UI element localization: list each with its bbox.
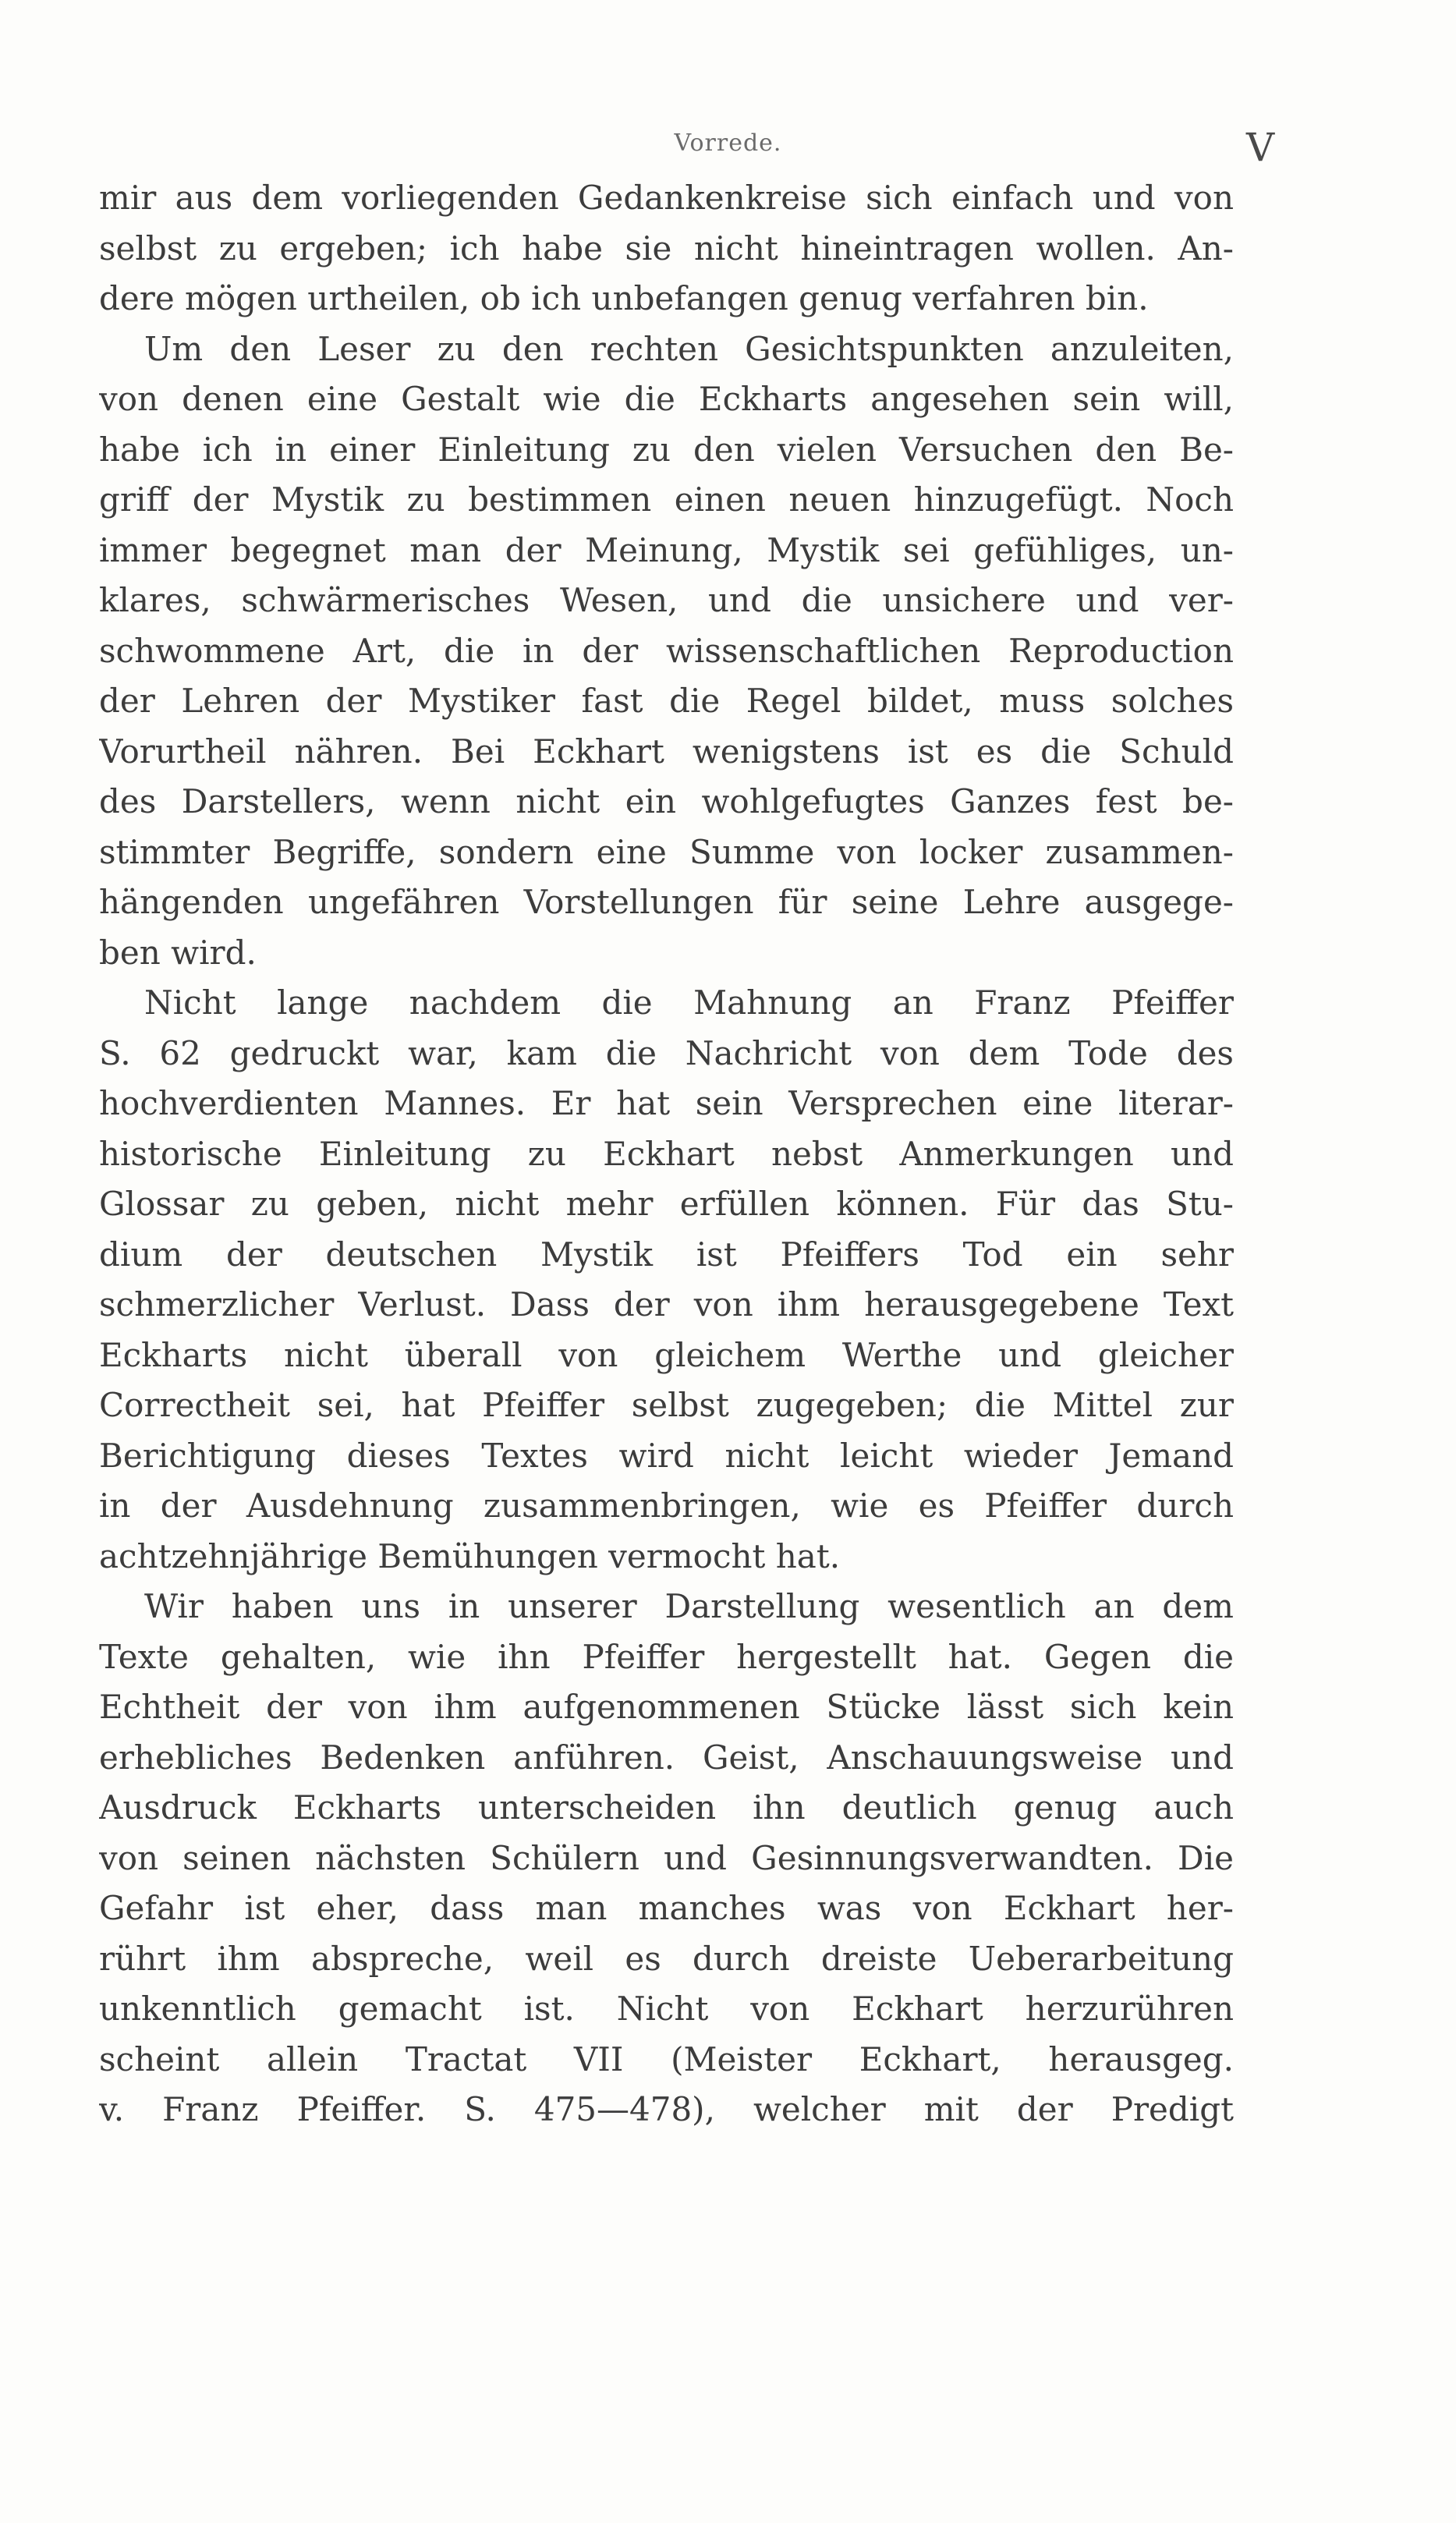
text-line: unkenntlich gemacht ist. Nicht von Eckhart herzurühren [99, 1990, 1234, 2028]
text-line: erhebliches Bedenken anführen. Geist, Anschauungsweise und [99, 1738, 1234, 1777]
text-line: immer begegnet man der Meinung, Mystik sei gefühliges, un- [99, 530, 1234, 569]
text-line: stimmter Begriffe, sondern eine Summe von locker zusammen- [99, 832, 1234, 871]
text-line: Berichtigung dieses Textes wird nicht leicht wieder Jemand [99, 1436, 1234, 1475]
text-line: hochverdienten Mannes. Er hat sein Versprechen eine literar- [99, 1084, 1234, 1122]
text-line: Gefahr ist eher, dass man manches was von Eckhart her- [99, 1889, 1234, 1927]
text-line: Vorurtheil nähren. Bei Eckhart wenigstens ist es die Schuld [99, 732, 1234, 771]
body-text [99, 173, 1234, 2135]
text-line: Nicht lange nachdem die Mahnung an Franz Pfeiffer [144, 983, 1234, 1022]
text-line: Glossar zu geben, nicht mehr erfüllen können. Für das Stu- [99, 1185, 1234, 1223]
text-line: achtzehnjährige Bemühungen vermocht hat. [99, 1536, 841, 1575]
text-line: selbst zu ergeben; ich habe sie nicht hineintragen wollen. An- [99, 229, 1234, 268]
text-line: Wir haben uns in unserer Darstellung wesentlich an dem [144, 1587, 1234, 1625]
text-line: habe ich in einer Einleitung zu den vielen Versuchen den Be- [99, 430, 1234, 469]
text-line: klares, schwärmerisches Wesen, und die unsichere und ver- [99, 581, 1234, 619]
text-line: dium der deutschen Mystik ist Pfeiffers Tod ein sehr [99, 1235, 1234, 1274]
page-number: V [1246, 125, 1275, 170]
text-line: Correctheit sei, hat Pfeiffer selbst zugegeben; die Mittel zur [99, 1386, 1234, 1424]
text-line: Echtheit der von ihm aufgenommenen Stücke lässt sich kein [99, 1688, 1234, 1726]
text-line: mir aus dem vorliegenden Gedankenkreise sich einfach und von [99, 179, 1234, 217]
text-line: Eckharts nicht überall von gleichem Werthe und gleicher [99, 1335, 1234, 1374]
text-line: ben wird. [99, 933, 257, 972]
text-line: des Darstellers, wenn nicht ein wohlgefugtes Ganzes fest be- [99, 782, 1234, 820]
text-line: der Lehren der Mystiker fast die Regel bildet, muss solches [99, 682, 1234, 720]
page-header [0, 125, 1456, 172]
text-line: von seinen nächsten Schülern und Gesinnungsverwandten. Die [99, 1838, 1234, 1877]
text-line: hängenden ungefähren Vorstellungen für seine Lehre ausgege- [99, 883, 1234, 921]
running-title: Vorrede. [674, 129, 782, 157]
text-line: schwommene Art, die in der wissenschaftlichen Reproduction [99, 631, 1234, 670]
text-line: dere mögen urtheilen, ob ich unbefangen genug verfahren bin. [99, 279, 1149, 317]
text-line: in der Ausdehnung zusammenbringen, wie es Pfeiffer durch [99, 1487, 1234, 1525]
text-line: Um den Leser zu den rechten Gesichtspunkten anzuleiten, [144, 329, 1234, 368]
text-line: Ausdruck Eckharts unterscheiden ihn deutlich genug auch [99, 1788, 1234, 1827]
text-line: v. Franz Pfeiffer. S. 475—478), welcher mit der Predigt [99, 2090, 1234, 2128]
text-line: von denen eine Gestalt wie die Eckharts angesehen sein will, [99, 380, 1234, 418]
text-line: griff der Mystik zu bestimmen einen neuen hinzugefügt. Noch [99, 480, 1234, 519]
text-line: rührt ihm abspreche, weil es durch dreiste Ueberarbeitung [99, 1939, 1234, 1978]
text-line: historische Einleitung zu Eckhart nebst Anmerkungen und [99, 1134, 1234, 1173]
text-line: scheint allein Tractat VII (Meister Eckhart, herausgeg. [99, 2039, 1234, 2078]
text-line: S. 62 gedruckt war, kam die Nachricht von dem Tode des [99, 1033, 1234, 1072]
text-line: schmerzlicher Verlust. Dass der von ihm herausgegebene Text [99, 1285, 1234, 1324]
text-line: Texte gehalten, wie ihn Pfeiffer hergestellt hat. Gegen die [99, 1637, 1234, 1676]
